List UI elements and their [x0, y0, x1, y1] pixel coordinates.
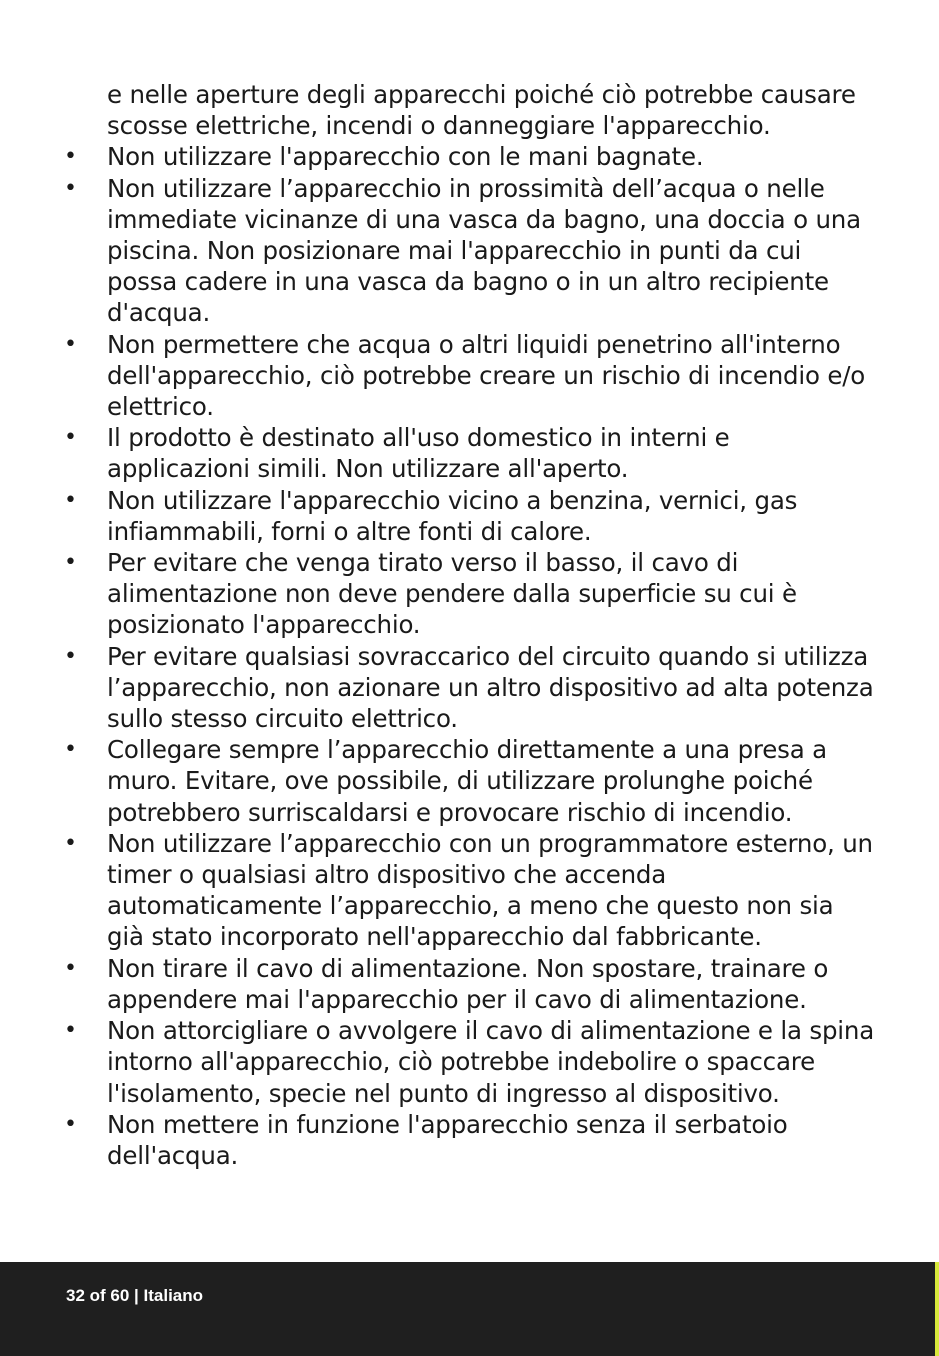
bullet-text: Non attorcigliare o avvolgere il cavo di alimentazione e la spina intorno all'apparecchio, ciò potrebbe indebolire o spaccare l'isolamento, specie nel punto di ingresso al dispositivo.: [107, 1016, 875, 1108]
page-number-label: 32 of 60 | Italiano: [66, 1286, 204, 1305]
safety-bullet-list: [0, 141, 939, 1171]
bullet-text: Per evitare che venga tirato verso il basso, il cavo di alimentazione non deve pendere dalla superficie su cui è posizionato l'apparecchio.: [107, 548, 797, 640]
footer-accent-bar: [935, 1262, 939, 1356]
bullet-dot-icon: •: [64, 955, 77, 981]
bullet-dot-icon: •: [64, 144, 77, 170]
document-body: [0, 79, 939, 1171]
bullet-text: Il prodotto è destinato all'uso domestico in interni e applicazioni simili. Non utilizzare all'aperto.: [107, 423, 730, 484]
bullet-dot-icon: •: [64, 1111, 77, 1137]
bullet-item: [0, 422, 877, 484]
bullet-dot-icon: •: [64, 643, 77, 669]
bullet-item: [0, 329, 877, 423]
bullet-item: [0, 734, 877, 828]
bullet-text: Non permettere che acqua o altri liquidi penetrino all'interno dell'apparecchio, ciò potrebbe creare un rischio di incendio e/o elettrico.: [107, 329, 866, 422]
bullet-dot-icon: •: [64, 550, 77, 576]
bullet-item: [0, 953, 877, 1015]
bullet-dot-icon: •: [64, 487, 77, 513]
bullet-dot-icon: •: [64, 331, 77, 357]
bullet-item: [0, 641, 877, 735]
bullet-text: Per evitare qualsiasi sovraccarico del circuito quando si utilizza l’apparecchio, non azionare un altro dispositivo ad alta potenza sullo stesso circuito elettrico.: [107, 641, 874, 734]
bullet-text: Non utilizzare l'apparecchio vicino a benzina, vernici, gas infiammabili, forni o altre fonti di calore.: [107, 485, 798, 546]
bullet-dot-icon: •: [64, 830, 77, 856]
bullet-dot-icon: •: [64, 425, 77, 451]
bullet-dot-icon: •: [64, 737, 77, 763]
bullet-item: [0, 547, 877, 641]
bullet-text: Non tirare il cavo di alimentazione. Non spostare, trainare o appendere mai l'apparecchio per il cavo di alimentazione.: [107, 953, 829, 1014]
bullet-item: [0, 828, 877, 953]
bullet-item: [0, 173, 877, 329]
bullet-item: [0, 1109, 877, 1171]
bullet-item: [0, 1015, 877, 1109]
bullet-dot-icon: •: [64, 1018, 77, 1044]
bullet-item: [0, 485, 877, 547]
bullet-text: Non mettere in funzione l'apparecchio senza il serbatoio dell'acqua.: [107, 1109, 788, 1170]
bullet-text: Collegare sempre l’apparecchio direttamente a una presa a muro. Evitare, ove possibile, di utilizzare prolunghe poiché potrebbero surriscaldarsi e provocare rischio di incendio.: [107, 735, 827, 827]
bullet-text: Non utilizzare l’apparecchio con un programmatore esterno, un timer o qualsiasi altro dispositivo che accenda automaticamente l’apparecchio, a meno che questo non sia già stato incorporato nell'apparecchio dal fabbricante.: [107, 828, 873, 952]
bullet-text: Non utilizzare l'apparecchio con le mani bagnate.: [107, 142, 704, 172]
page-footer: [0, 1262, 939, 1356]
bullet-dot-icon: •: [64, 175, 77, 201]
intro-paragraph: e nelle aperture degli apparecchi poiché ciò potrebbe causare scosse elettriche, incendi o danneggiare l'apparecchio.: [107, 80, 856, 141]
bullet-text: Non utilizzare l’apparecchio in prossimità dell’acqua o nelle immediate vicinanze di una vasca da bagno, una doccia o una piscina. Non posizionare mai l'apparecchio in punti da cui possa cadere in una vasca da bagno o in un altro recipiente d'acqua.: [107, 173, 861, 328]
bullet-item: [0, 141, 877, 172]
